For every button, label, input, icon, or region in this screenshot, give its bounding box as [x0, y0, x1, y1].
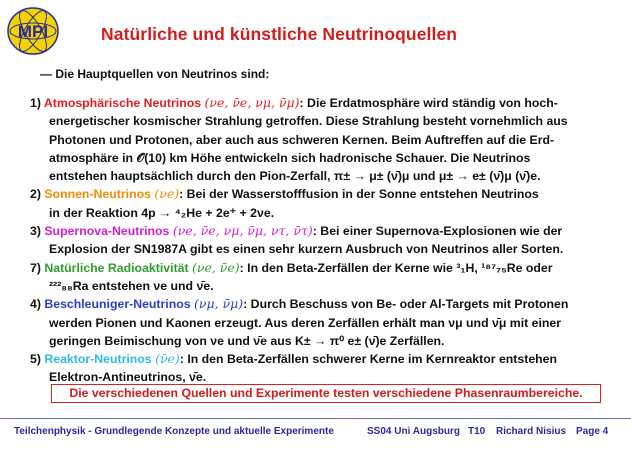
summary-note-box: Die verschiedenen Quellen und Experimente testen verschiedene Phasenraumbereiche. — [51, 384, 601, 403]
item-text-line: : Die Erdatmosphäre wird ständig von hoch- — [299, 96, 558, 110]
item-flavors: (νe, ν̄e, νμ, ν̄μ, ντ, ν̄τ) — [172, 223, 313, 239]
item-name: Atmosphärische Neutrinos — [43, 96, 202, 110]
item-text-line: Elektron-Antineutrinos, ν̄e. — [49, 370, 207, 385]
item-text-line: atmosphäre in 𝒪(10) km Höhe entwickeln sich hadronische Schauer. Die Neutrinos — [49, 150, 531, 165]
mpi-logo — [6, 6, 60, 56]
footer-divider — [0, 418, 631, 419]
item-text-line: : Bei einer Supernova-Explosionen wie der — [312, 224, 563, 239]
item-flavors: (νμ, ν̄μ) — [194, 296, 244, 312]
item-name: Sonnen-Neutrinos — [44, 187, 151, 202]
item-text-line: ²²²₈₈Ra entstehen νe und ν̄e. — [49, 278, 214, 293]
list-item-accelerator — [30, 295, 630, 350]
list-item-radioactivity — [30, 259, 630, 296]
item-number: 2) — [30, 187, 41, 202]
item-name: Natürliche Radioaktivität — [44, 260, 189, 275]
item-flavors: (νe, ν̄e, νμ, ν̄μ) — [204, 95, 300, 110]
item-number: 5) — [30, 352, 41, 367]
page-title: Natürliche und künstliche Neutrinoquellen — [101, 24, 458, 44]
item-text-line: geringen Beimischung von νe und ν̄e aus K± → π⁰ e± (ν̄)e Zerfällen. — [49, 333, 445, 348]
footer-section: T10 — [468, 426, 486, 437]
list-item-supernova — [30, 222, 630, 259]
item-text-line: Explosion der SN1987A gibt es einen sehr kurzern Ausbruch von Neutrinos aller Sorten. — [49, 242, 564, 257]
item-flavors: (νe) — [154, 186, 180, 202]
footer-term: SS04 Uni Augsburg — [367, 426, 460, 437]
item-text-line: werden Pionen und Kaonen erzeugt. Aus deren Zerfällen erhält man νμ und ν̄μ mit einer — [49, 315, 562, 330]
item-number: 1) — [30, 96, 41, 110]
item-text-line: Photonen und Protonen, aber auch aus schweren Kernen. Beim Auftreffen auf die Erd- — [49, 132, 555, 147]
footer-author: Richard Nisius — [496, 426, 567, 437]
item-number: 3) — [30, 224, 41, 239]
logo-text: MPI — [17, 22, 49, 41]
item-text-line: entstehen hauptsächlich durch den Pion-Zerfall, π± → μ± (ν̄)μ und μ± → e± (ν̄)μ (ν̄)e. — [49, 169, 541, 184]
item-name: Reaktor-Neutrinos — [44, 352, 152, 367]
item-name: Beschleuniger-Neutrinos — [44, 297, 191, 312]
item-text-line: : In den Beta-Zerfällen der Kerne wie ³₁H, ¹⁸⁷₇₅Re oder — [239, 260, 553, 275]
footer-page: Page 4 — [576, 426, 609, 437]
intro-text: — Die Hauptquellen von Neutrinos sind: — [40, 67, 270, 81]
list-item-reactor — [30, 350, 630, 387]
item-flavors: (νe, ν̄e) — [191, 259, 240, 275]
item-number: 4) — [30, 297, 41, 312]
item-flavors: (ν̄e) — [155, 351, 180, 367]
item-number: 7) — [30, 260, 41, 275]
neutrino-source-list — [30, 94, 630, 387]
item-text-line: energetischer kosmischer Strahlung getroffen. Diese Strahlung besteht vornehmlich aus — [49, 114, 568, 129]
list-item-solar — [30, 185, 630, 222]
item-text-line: : In den Beta-Zerfällen schwerer Kerne im Kernreaktor entstehen — [179, 352, 558, 367]
list-item-atmospheric — [30, 94, 630, 185]
item-name: Supernova-Neutrinos — [44, 224, 170, 239]
item-text-line: : Bei der Wasserstofffusion in der Sonne entstehen Neutrinos — [179, 187, 539, 202]
item-text-line: : Durch Beschuss von Be- oder Al-Targets mit Protonen — [243, 297, 569, 312]
item-text-line: in der Reaktion 4p → ⁴₂He + 2e⁺ + 2νe. — [49, 205, 275, 220]
footer-course: Teilchenphysik - Grundlegende Konzepte und aktuelle Experimente — [14, 426, 334, 437]
